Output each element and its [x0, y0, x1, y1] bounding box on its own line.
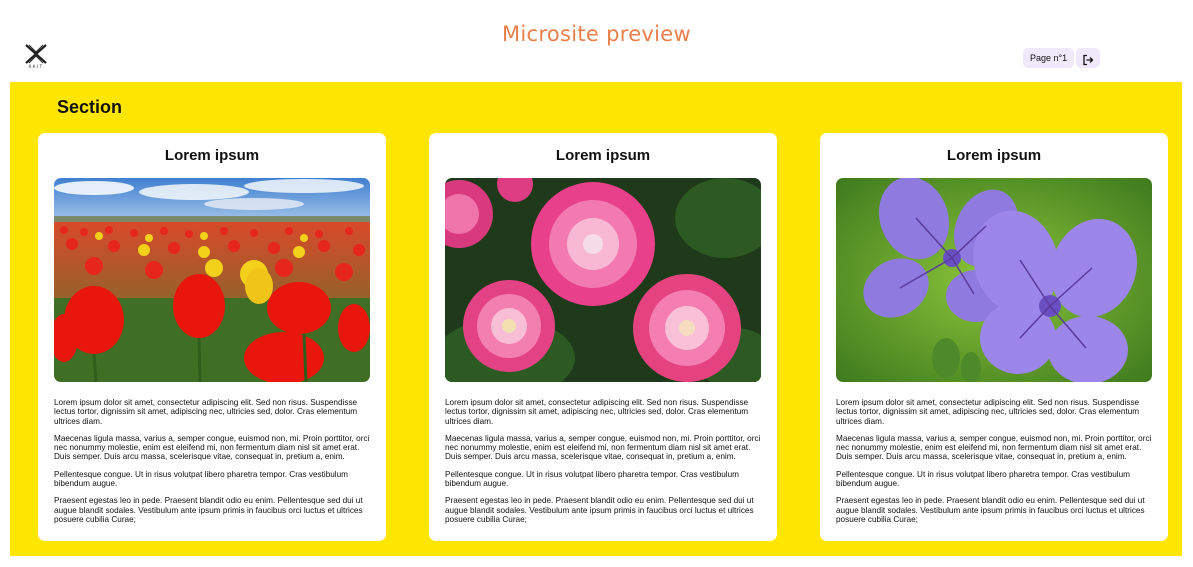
logo-text: XAIT	[28, 64, 44, 69]
page-title: Microsite preview	[501, 22, 691, 46]
card-title: Lorem ipsum	[946, 147, 1042, 164]
card-paragraph: Pellentesque congue. Ut in risus volutpat libero pharetra tempor. Cras vestibulum bibendum augue.	[54, 469, 348, 489]
page-selector-button[interactable]: Page n°1	[1023, 48, 1074, 68]
logout-button[interactable]	[1076, 48, 1100, 68]
card-body-text	[445, 398, 763, 532]
card-image-dahlias	[445, 178, 761, 382]
card-paragraph: Lorem ipsum dolor sit amet, consectetur adipiscing elit. Sed non risus. Suspendisse lectus tortor, dignissim sit amet, adipiscing nec, ultricies sed, dolor. Cras elementum ultrices diam.	[445, 398, 749, 426]
xait-logo[interactable]	[24, 44, 48, 70]
card-paragraph: Pellentesque congue. Ut in risus volutpat libero pharetra tempor. Cras vestibulum bibendum augue.	[445, 469, 739, 489]
content-card	[429, 133, 777, 541]
card-body-text	[54, 398, 372, 532]
card-paragraph: Praesent egestas leo in pede. Praesent blandit odio eu enim. Pellentesque sed dui ut augue blandit sodales. Vestibulum ante ipsum primis in faucibus orci luctus et ultrices posuere cubilia Curae;	[54, 496, 363, 524]
card-paragraph: Maecenas ligula massa, varius a, semper congue, euismod non, mi. Proin porttitor, orci nec nonummy molestie, enim est eleifend mi, non fermentum diam nisl sit amet erat. Duis semper. Duis arcu massa, scelerisque vitae, consequat in, pretium a, enim.	[445, 433, 761, 462]
xait-logo-icon	[24, 44, 48, 64]
card-title: Lorem ipsum	[164, 147, 260, 164]
card-paragraph: Praesent egestas leo in pede. Praesent blandit odio eu enim. Pellentesque sed dui ut augue blandit sodales. Vestibulum ante ipsum primis in faucibus orci luctus et ultrices posuere cubilia Curae;	[445, 496, 754, 524]
card-paragraph: Pellentesque congue. Ut in risus volutpat libero pharetra tempor. Cras vestibulum bibendum augue.	[836, 469, 1130, 489]
geranium-image	[836, 178, 1152, 382]
content-section	[10, 82, 1182, 556]
tulip-field-image	[54, 178, 370, 382]
card-image-tulips	[54, 178, 370, 382]
card-paragraph: Maecenas ligula massa, varius a, semper congue, euismod non, mi. Proin porttitor, orci nec nonummy molestie, enim est eleifend mi, non fermentum diam nisl sit amet erat. Duis semper. Duis arcu massa, scelerisque vitae, consequat in, pretium a, enim.	[836, 433, 1152, 462]
content-card	[38, 133, 386, 541]
content-card	[820, 133, 1168, 541]
top-bar	[0, 0, 1193, 82]
card-paragraph: Lorem ipsum dolor sit amet, consectetur adipiscing elit. Sed non risus. Suspendisse lectus tortor, dignissim sit amet, adipiscing nec, ultricies sed, dolor. Cras elementum ultrices diam.	[54, 398, 358, 426]
card-body-text	[836, 398, 1154, 532]
section-title: Section	[57, 97, 123, 117]
card-paragraph: Maecenas ligula massa, varius a, semper congue, euismod non, mi. Proin porttitor, orci nec nonummy molestie, enim est eleifend mi, non fermentum diam nisl sit amet erat. Duis semper. Duis arcu massa, scelerisque vitae, consequat in, pretium a, enim.	[54, 433, 370, 462]
card-paragraph: Praesent egestas leo in pede. Praesent blandit odio eu enim. Pellentesque sed dui ut augue blandit sodales. Vestibulum ante ipsum primis in faucibus orci luctus et ultrices posuere cubilia Curae;	[836, 496, 1145, 524]
logout-icon	[1082, 54, 1094, 66]
dahlia-image	[445, 178, 761, 382]
card-image-geraniums	[836, 178, 1152, 382]
card-paragraph: Lorem ipsum dolor sit amet, consectetur adipiscing elit. Sed non risus. Suspendisse lectus tortor, dignissim sit amet, adipiscing nec, ultricies sed, dolor. Cras elementum ultrices diam.	[836, 398, 1140, 426]
card-title: Lorem ipsum	[555, 147, 651, 164]
